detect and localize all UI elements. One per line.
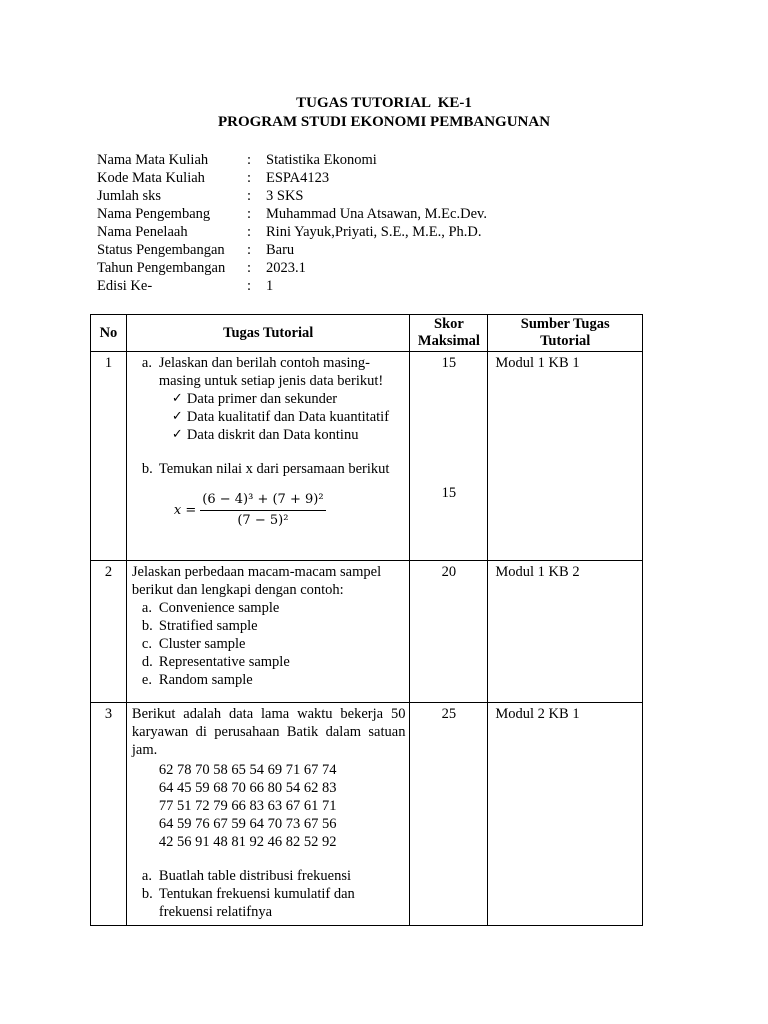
info-row <box>97 187 487 205</box>
table-header-row <box>91 315 643 352</box>
header-score: Skor Maksimal <box>410 315 488 352</box>
data-values <box>132 761 406 851</box>
data-line: 77 51 72 79 66 83 63 67 61 71 <box>158 798 337 814</box>
info-colon: : <box>247 170 252 186</box>
sub-question-list <box>132 599 406 689</box>
sub-question-text: Temukan nilai x dari persamaan berikut <box>158 461 390 477</box>
data-line: 64 59 76 67 59 64 70 73 67 56 <box>158 816 337 832</box>
row-number: 1 <box>91 352 127 561</box>
info-row <box>97 169 487 187</box>
task-intro: Jelaskan perbedaan macam-macam sampel berikut dan lengkapi dengan contoh: <box>131 564 382 598</box>
item-marker: a. <box>141 355 152 371</box>
score-cell <box>410 352 488 561</box>
source-cell: Modul 1 KB 1 <box>488 352 643 561</box>
list-item-text: Representative sample <box>158 654 290 670</box>
list-item <box>132 653 406 671</box>
title-line-1: TUGAS TUTORIAL KE-1 <box>296 95 472 111</box>
task-cell <box>126 703 410 926</box>
info-value: Muhammad Una Atsawan, M.Ec.Dev. <box>266 206 487 222</box>
checklist <box>159 390 406 444</box>
source-cell: Modul 2 KB 1 <box>488 703 643 926</box>
list-item <box>172 408 406 426</box>
info-label: Nama Pengembang <box>97 206 211 222</box>
item-marker: b. <box>141 886 153 902</box>
check-text: Data kualitatif dan Data kuantitatif <box>186 409 390 425</box>
check-text: Data primer dan sekunder <box>186 391 338 407</box>
info-value: 2023.1 <box>266 260 306 276</box>
source-cell: Modul 1 KB 2 <box>488 561 643 703</box>
list-item-text: Buatlah table distribusi frekuensi <box>158 868 351 884</box>
task-cell <box>126 352 410 561</box>
info-colon: : <box>247 152 252 168</box>
info-colon: : <box>247 278 252 294</box>
item-marker: c. <box>141 636 152 652</box>
data-line: 62 78 70 58 65 54 69 71 67 74 <box>158 762 337 778</box>
list-item <box>172 390 406 408</box>
title-line-2: PROGRAM STUDI EKONOMI PEMBANGUNAN <box>217 114 551 130</box>
row-number: 3 <box>91 703 127 926</box>
score-cell: 20 <box>410 561 488 703</box>
info-label: Jumlah sks <box>97 188 162 204</box>
info-row <box>97 223 487 241</box>
info-row <box>97 277 487 295</box>
info-row <box>97 205 487 223</box>
info-label: Status Pengembangan <box>97 242 225 258</box>
list-item-text: Cluster sample <box>158 636 246 652</box>
table-row <box>91 561 643 703</box>
info-label: Tahun Pengembangan <box>97 260 226 276</box>
info-value: 3 SKS <box>266 188 304 204</box>
list-item-text: Convenience sample <box>158 600 280 616</box>
data-line: 64 45 59 68 70 66 80 54 62 83 <box>158 780 337 796</box>
info-label: Kode Mata Kuliah <box>97 170 205 186</box>
info-label: Nama Mata Kuliah <box>97 152 209 168</box>
equation-lhs: x = <box>173 502 197 518</box>
list-item <box>132 617 406 635</box>
score-a: 15 <box>441 355 457 371</box>
item-marker: d. <box>141 654 153 670</box>
info-value: 1 <box>266 278 274 294</box>
info-colon: : <box>247 260 252 276</box>
item-marker: e. <box>141 672 152 688</box>
sub-question-list <box>132 867 406 921</box>
task-cell <box>126 561 410 703</box>
list-item <box>132 885 406 921</box>
equation-denominator: (7 − 5)² <box>237 513 289 528</box>
check-icon: ✓ <box>171 409 183 424</box>
info-label: Nama Penelaah <box>97 224 188 240</box>
info-value: Rini Yayuk,Priyati, S.E., M.E., Ph.D. <box>266 224 482 240</box>
info-row <box>97 151 487 169</box>
header-task: Tugas Tutorial <box>126 315 410 352</box>
row-number: 2 <box>91 561 127 703</box>
equation-numerator: (6 − 4)³ + (7 + 9)² <box>200 491 325 511</box>
sub-question-text: Jelaskan dan berilah contoh masing-masing untuk setiap jenis data berikut! <box>158 355 384 389</box>
tutorial-task-table <box>90 314 643 926</box>
document-title <box>0 94 768 132</box>
item-marker: a. <box>141 868 152 884</box>
info-colon: : <box>247 242 252 258</box>
check-text: Data diskrit dan Data kontinu <box>186 427 359 443</box>
item-marker: b. <box>141 461 153 477</box>
info-value: Statistika Ekonomi <box>266 152 377 168</box>
score-b: 15 <box>441 485 457 501</box>
item-marker: a. <box>141 600 152 616</box>
check-icon: ✓ <box>171 427 183 442</box>
list-item <box>172 426 406 444</box>
header-source: Sumber Tugas Tutorial <box>488 315 643 352</box>
course-info <box>97 151 487 295</box>
list-item-text: Stratified sample <box>158 618 258 634</box>
table-row <box>91 703 643 926</box>
table-row <box>91 352 643 561</box>
sub-question-a <box>132 354 406 444</box>
sub-question-b <box>132 460 406 478</box>
info-value: Baru <box>266 242 295 258</box>
equation <box>174 491 326 530</box>
info-label: Edisi Ke- <box>97 278 153 294</box>
data-line: 42 56 91 48 81 92 46 82 52 92 <box>158 834 337 850</box>
info-colon: : <box>247 188 252 204</box>
list-item <box>132 671 406 689</box>
score-cell: 25 <box>410 703 488 926</box>
sub-question-list <box>132 354 406 478</box>
item-marker: b. <box>141 618 153 634</box>
info-row <box>97 241 487 259</box>
list-item <box>132 867 406 885</box>
list-item <box>132 635 406 653</box>
info-colon: : <box>247 224 252 240</box>
equation-fraction <box>200 491 325 530</box>
list-item <box>132 599 406 617</box>
list-item-text: Random sample <box>158 672 253 688</box>
list-item-text: Tentukan frekuensi kumulatif dan frekuensi relatifnya <box>158 886 355 920</box>
task-intro: Berikut adalah data lama waktu bekerja 50 karyawan di perusahaan Batik dalam satuan jam. <box>131 706 406 758</box>
info-colon: : <box>247 206 252 222</box>
info-row <box>97 259 487 277</box>
header-no: No <box>91 315 127 352</box>
check-icon: ✓ <box>171 391 183 406</box>
info-value: ESPA4123 <box>266 170 330 186</box>
